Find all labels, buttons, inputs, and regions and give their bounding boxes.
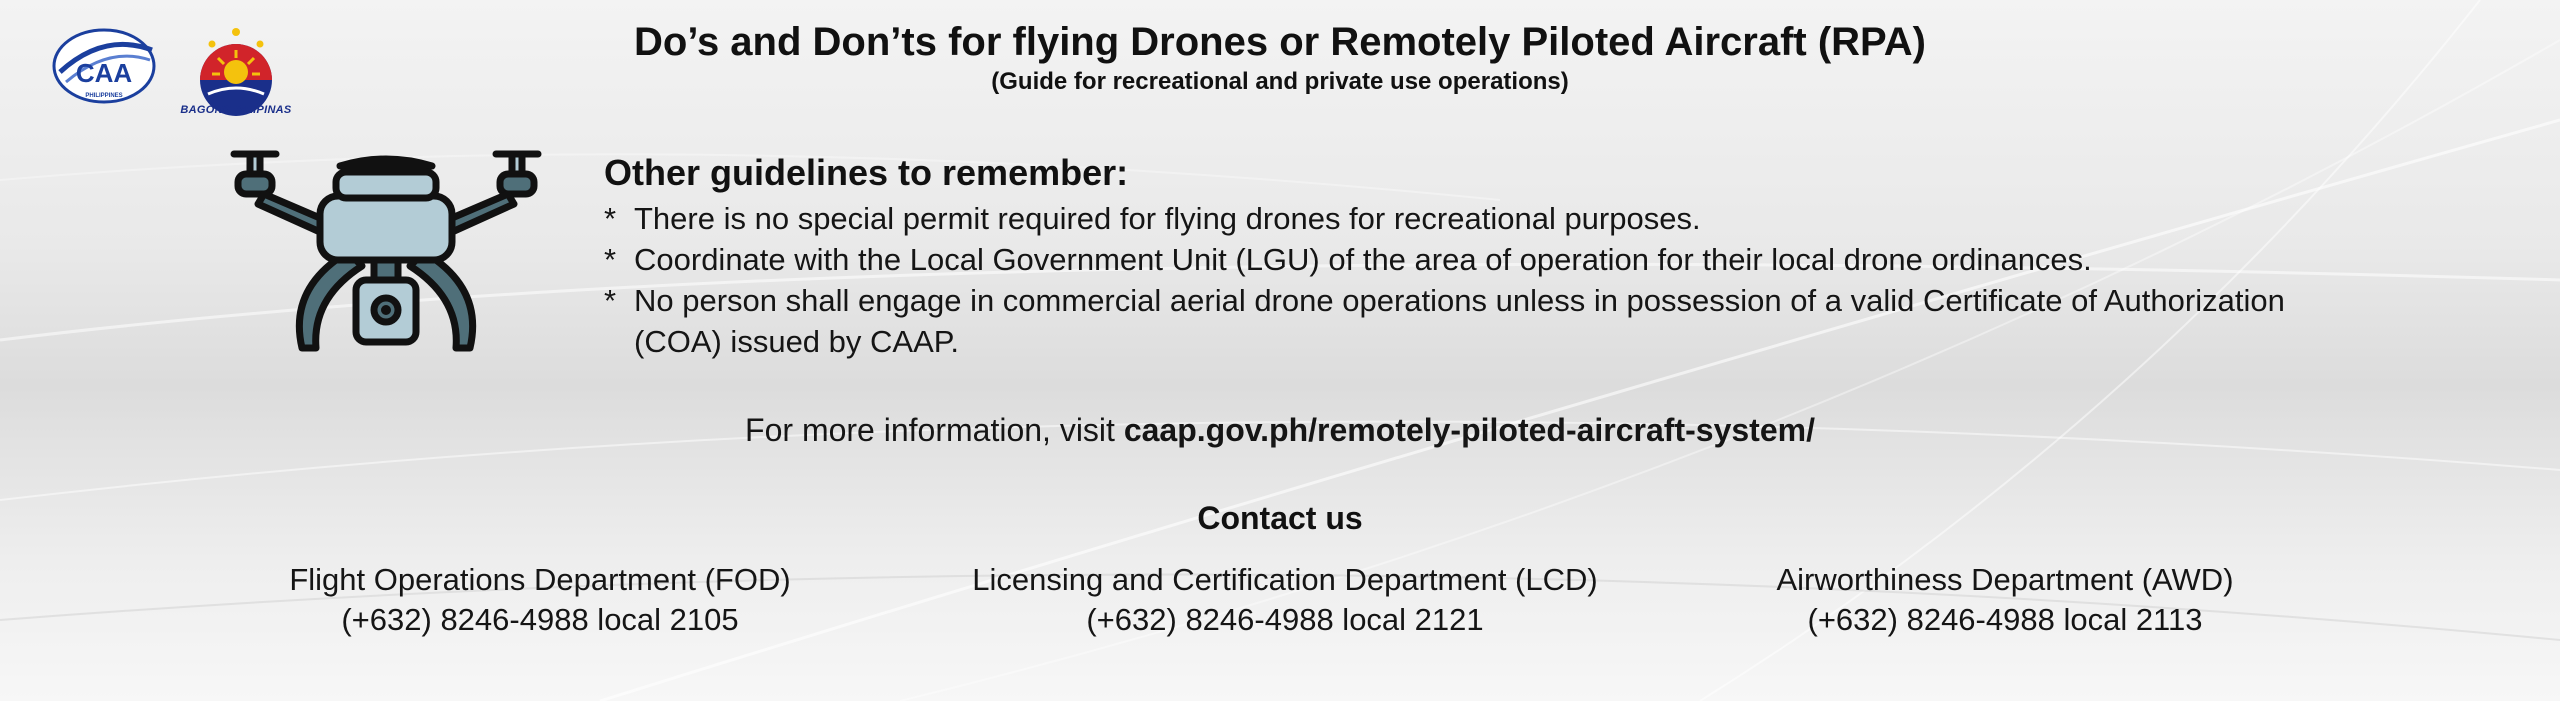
drone-icon	[228, 148, 544, 356]
department-phone: (+632) 8246-4988 local 2105	[341, 602, 739, 637]
bullet-star: *	[604, 242, 617, 277]
caa-logo-text: CAA	[75, 58, 133, 88]
department-awd	[1700, 560, 2310, 640]
guideline-text: Coordinate with the Local Government Unit (LGU) of the area of operation for their local drone ordinances.	[634, 242, 2092, 277]
department-phone: (+632) 8246-4988 local 2113	[1807, 602, 2203, 637]
more-info-prefix: For more information, visit	[745, 412, 1124, 448]
more-info	[0, 412, 2560, 449]
more-info-link[interactable]: caap.gov.ph/remotely-piloted-aircraft-system/	[1123, 412, 1815, 448]
department-name: Licensing and Certification Department (LCD)	[972, 562, 1598, 597]
department-phone: (+632) 8246-4988 local 2121	[1086, 602, 1484, 637]
list-item	[604, 239, 2324, 280]
page-subtitle: (Guide for recreational and private use operations)	[991, 68, 1569, 95]
department-name: Airworthiness Department (AWD)	[1776, 562, 2234, 597]
department-lcd	[900, 560, 1670, 640]
list-item	[604, 198, 2324, 239]
bagong-pilipinas-text: BAGONG PILIPINAS	[180, 104, 292, 116]
department-name: Flight Operations Department (FOD)	[289, 562, 791, 597]
department-fod	[220, 560, 860, 640]
caa-logo-subtext: PHILIPPINES	[85, 93, 123, 99]
guideline-text: No person shall engage in commercial aerial drone operations unless in possession of a valid Certificate of Authorization (COA) issued by CAAP.	[634, 283, 2285, 359]
list-item	[604, 280, 2324, 362]
guidelines-section	[604, 152, 2324, 362]
guidelines-list	[604, 198, 2324, 362]
guideline-text: There is no special permit required for flying drones for recreational purposes.	[634, 201, 1701, 236]
contact-heading: Contact us	[1197, 500, 1363, 536]
page-title: Do’s and Don’ts for flying Drones or Remotely Piloted Aircraft (RPA)	[634, 20, 1926, 64]
guidelines-heading: Other guidelines to remember:	[604, 152, 1129, 193]
bullet-star: *	[604, 283, 617, 318]
bullet-star: *	[604, 201, 617, 236]
